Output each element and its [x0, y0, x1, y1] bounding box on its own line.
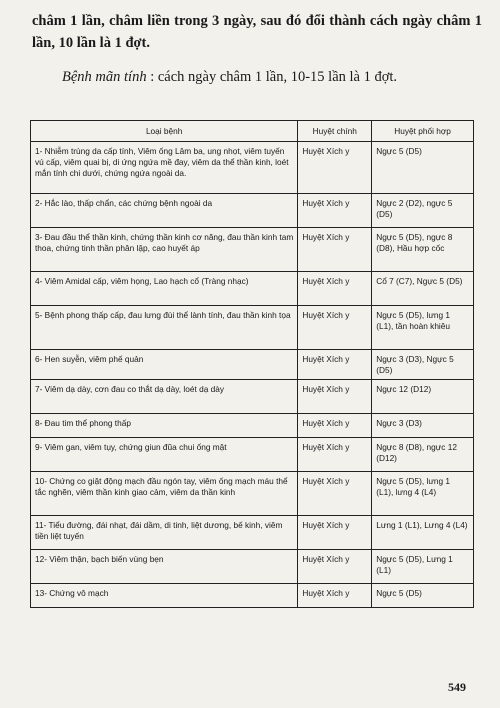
- chronic-label: Bệnh mãn tính: [62, 69, 147, 85]
- cell-main-point: Huyệt Xích y: [298, 550, 372, 584]
- table-header-row: [31, 121, 474, 142]
- table-row: [31, 438, 474, 472]
- cell-disease: 10- Chứng co giật động mạch đầu ngón tay, viêm ống mạch máu thể tắc nghẽn, viêm thần kinh giao cảm, viêm da thần kinh: [31, 472, 298, 516]
- table-body: [31, 142, 474, 608]
- table-row: [31, 194, 474, 228]
- cell-disease: 1- Nhiễm trùng da cấp tính, Viêm ống Lâm ba, ung nhọt, viêm tuyến vú cấp, viêm quai bị, di ứng ngứa mề đay, viêm da thể thần kinh, loét mắn tính chi dưới, chứng ngứa ngoài da.: [31, 142, 298, 194]
- cell-disease: 7- Viêm dạ dày, cơn đau co thắt dạ dày, loét dạ dày: [31, 380, 298, 414]
- cell-disease: 8- Đau tim thể phong thấp: [31, 414, 298, 438]
- cell-combined-points: Ngực 5 (D5), Lưng 1 (L1): [372, 550, 474, 584]
- header-disease: Loại bệnh: [31, 121, 298, 142]
- cell-disease: 12- Viêm thận, bạch biến vùng bẹn: [31, 550, 298, 584]
- cell-combined-points: Ngực 5 (D5), lưng 1 (L1), lưng 4 (L4): [372, 472, 474, 516]
- cell-main-point: Huyệt Xích y: [298, 306, 372, 350]
- cell-combined-points: Lưng 1 (L1), Lưng 4 (L4): [372, 516, 474, 550]
- table-row: [31, 228, 474, 272]
- cell-disease: 11- Tiểu đường, đái nhạt, đái dầm, di tinh, liệt dương, bế kinh, viêm tiền liệt tuyến: [31, 516, 298, 550]
- cell-combined-points: Ngực 5 (D5), ngực 8 (D8), Hầu hợp cốc: [372, 228, 474, 272]
- cell-disease: 3- Đau đầu thể thần kinh, chứng thần kinh cơ năng, đau thần kinh tam thoa, chứng tinh thần phân lập, cao huyết áp: [31, 228, 298, 272]
- table-row: [31, 272, 474, 306]
- page-number: 549: [448, 680, 466, 694]
- cell-main-point: Huyệt Xích y: [298, 142, 372, 194]
- cell-main-point: Huyệt Xích y: [298, 584, 372, 608]
- chronic-text: : cách ngày châm 1 lần, 10-15 lần là 1 đợt.: [146, 69, 398, 85]
- treatment-table: [30, 120, 474, 608]
- table-row: [31, 584, 474, 608]
- cell-disease: 4- Viêm Amidal cấp, viêm họng, Lao hạch cổ (Tràng nhạc): [31, 272, 298, 306]
- cell-main-point: Huyệt Xích y: [298, 272, 372, 306]
- cell-combined-points: Ngực 12 (D12): [372, 380, 474, 414]
- cell-main-point: Huyệt Xích y: [298, 438, 372, 472]
- cell-main-point: Huyệt Xích y: [298, 228, 372, 272]
- cell-disease: 6- Hen suyễn, viêm phế quản: [31, 350, 298, 380]
- table-row: [31, 142, 474, 194]
- cell-main-point: Huyệt Xích y: [298, 516, 372, 550]
- paragraph-chronic: [32, 66, 482, 88]
- cell-combined-points: Ngực 5 (D5): [372, 584, 474, 608]
- cell-main-point: Huyệt Xích y: [298, 194, 372, 228]
- table-row: [31, 516, 474, 550]
- table-row: [31, 472, 474, 516]
- cell-combined-points: Ngực 3 (D3), Ngực 5 (D5): [372, 350, 474, 380]
- cell-main-point: Huyệt Xích y: [298, 350, 372, 380]
- cell-combined-points: Ngực 8 (D8), ngực 12 (D12): [372, 438, 474, 472]
- cell-disease: 9- Viêm gan, viêm tụy, chứng giun đũa chui ống mật: [31, 438, 298, 472]
- cell-disease: 13- Chứng vô mạch: [31, 584, 298, 608]
- cell-disease: 5- Bệnh phong thấp cấp, đau lưng đùi thể lành tính, đau thần kinh tọa: [31, 306, 298, 350]
- paragraph-acute-continuation: châm 1 lần, châm liền trong 3 ngày, sau đó đổi thành cách ngày châm 1 lần, 10 lần là 1 đợt.: [32, 13, 482, 51]
- cell-main-point: Huyệt Xích y: [298, 380, 372, 414]
- table-row: [31, 380, 474, 414]
- cell-combined-points: Ngực 5 (D5): [372, 142, 474, 194]
- cell-combined-points: Ngực 2 (D2), ngực 5 (D5): [372, 194, 474, 228]
- cell-combined-points: Ngực 3 (D3): [372, 414, 474, 438]
- header-combined-points: Huyệt phối hợp: [372, 121, 474, 142]
- cell-combined-points: Ngực 5 (D5), lưng 1 (L1), tần hoàn khiêu: [372, 306, 474, 350]
- cell-main-point: Huyệt Xích y: [298, 414, 372, 438]
- table-row: [31, 350, 474, 380]
- table-row: [31, 550, 474, 584]
- table-row: [31, 306, 474, 350]
- header-main-point: Huyệt chính: [298, 121, 372, 142]
- cell-main-point: Huyệt Xích y: [298, 472, 372, 516]
- cell-combined-points: Cổ 7 (C7), Ngực 5 (D5): [372, 272, 474, 306]
- cell-disease: 2- Hắc lào, thấp chẩn, các chứng bệnh ngoài da: [31, 194, 298, 228]
- table-row: [31, 414, 474, 438]
